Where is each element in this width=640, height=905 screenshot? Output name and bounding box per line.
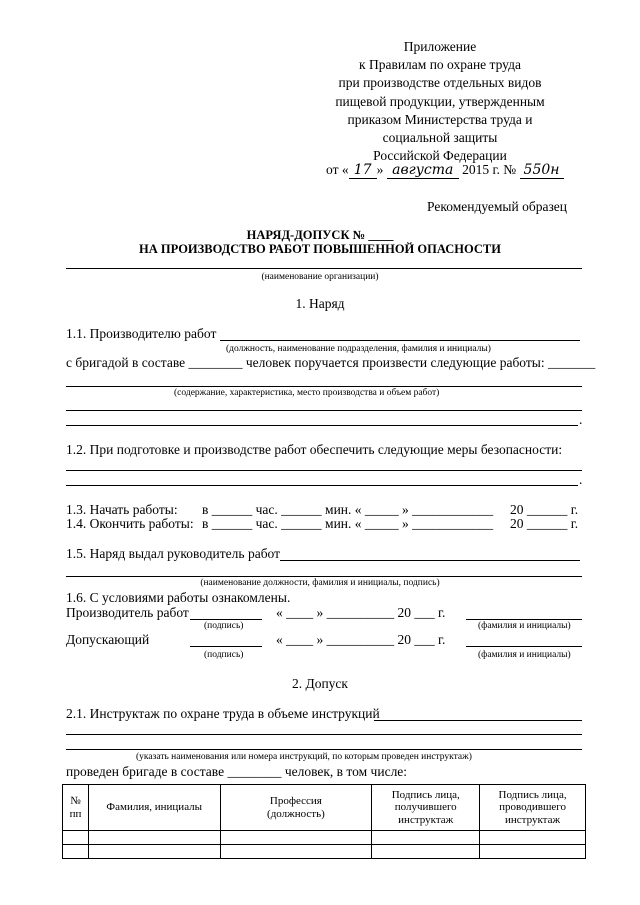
appendix-block (300, 38, 580, 165)
p1-4-label: 1.4. Окончить работы: (66, 516, 194, 531)
table-cell[interactable] (220, 831, 372, 845)
producer-name-caption: (фамилия и инициалы) (478, 621, 571, 631)
instr-line-1[interactable] (374, 720, 582, 721)
table-header-row (63, 785, 586, 831)
col-header-name: Фамилия, инициалы (88, 785, 220, 831)
instr-line-2[interactable] (66, 734, 582, 735)
instr-line-3[interactable] (66, 749, 582, 750)
p1-3-label: 1.3. Начать работы: (66, 502, 178, 517)
order-mid: » (376, 162, 384, 177)
table-cell[interactable] (372, 831, 480, 845)
safety-line-2[interactable] (66, 485, 578, 486)
recommended-sample: Рекомендуемый образец (427, 199, 568, 214)
admitting-name-caption: (фамилия и инициалы) (478, 650, 571, 660)
order-day: 17 (349, 162, 377, 179)
col-header-profession: Профессия (должность) (220, 785, 372, 831)
table-cell[interactable] (372, 845, 480, 859)
producer-signature-caption: (подпись) (204, 621, 244, 631)
appendix-line: приказом Министерства труда и (347, 111, 533, 127)
work-line-3[interactable] (66, 425, 578, 426)
table-cell[interactable] (88, 845, 220, 859)
appendix-line: к Правилам по охране труда (359, 57, 521, 73)
p1-5-caption: (наименование должности, фамилия и инициалы, подпись) (200, 578, 440, 588)
title-line-2: НА ПРОИЗВОДСТВО РАБОТ ПОВЫШЕННОЙ ОПАСНОСТИ (139, 242, 501, 256)
admitting-signature-caption: (подпись) (204, 650, 244, 660)
order-prefix: от « (326, 162, 349, 177)
producer-signature-line[interactable] (190, 619, 262, 620)
producer-name-line[interactable] (466, 619, 582, 620)
table-cell[interactable] (480, 845, 586, 859)
p1-2-label: 1.2. При подготовке и производстве работ обеспечить следующие меры безопасности: (66, 442, 563, 457)
p2-1-label: 2.1. Инструктаж по охране труда в объеме инструкций (66, 706, 380, 721)
order-month: августа (387, 162, 459, 179)
issuer-line-2[interactable] (66, 576, 582, 577)
appendix-line: Приложение (403, 39, 477, 54)
title-line-1: НАРЯД-ДОПУСК № ____ (246, 228, 394, 242)
start-year-field[interactable]: 20 ______ г. (510, 502, 579, 517)
end-time-fields[interactable]: в ______ час. ______ мин. « _____ » ____________ (202, 516, 494, 531)
work-line-1[interactable] (66, 386, 582, 387)
issuer-line-1[interactable] (280, 560, 580, 561)
order-year: 2015 г. № (462, 162, 517, 177)
table-cell[interactable] (63, 845, 89, 859)
order-number: 550н (520, 162, 564, 179)
safety-line-1[interactable] (66, 470, 582, 471)
appendix-line: пищевой продукции, утвержденным (335, 93, 545, 109)
work-end-dot: . (579, 412, 583, 427)
p1-1-caption: (должность, наименование подразделения, фамилия и инициалы) (226, 344, 491, 354)
order-line (326, 162, 564, 179)
col-header-received: Подпись лица, получившего инструктаж (372, 785, 480, 831)
work-caption: (содержание, характеристика, место производства и объем работ) (174, 388, 440, 398)
admitting-label: Допускающий (66, 632, 150, 647)
producer-field-line[interactable] (220, 340, 580, 341)
table-cell[interactable] (480, 831, 586, 845)
table-cell[interactable] (88, 831, 220, 845)
col-header-number: № пп (63, 785, 89, 831)
admitting-name-line[interactable] (466, 646, 582, 647)
section2-heading: 2. Допуск (292, 676, 348, 691)
appendix-line: при производстве отдельных видов (338, 75, 542, 91)
section1-heading: 1. Наряд (295, 296, 345, 311)
safety-end-dot: . (579, 472, 583, 487)
p1-1-label: 1.1. Производителю работ (66, 326, 217, 341)
org-caption: (наименование организации) (261, 272, 379, 282)
table-row (63, 845, 586, 859)
work-line-2[interactable] (66, 410, 582, 411)
table-row (63, 831, 586, 845)
p1-5-label: 1.5. Наряд выдал руководитель работ (66, 546, 281, 561)
start-time-fields[interactable]: в ______ час. ______ мин. « _____ » ____________ (202, 502, 494, 517)
producer-label: Производитель работ (66, 605, 189, 620)
admitting-date-fields[interactable]: « ____ » __________ 20 ___ г. (276, 632, 446, 647)
instr-caption: (указать наименования или номера инструкций, по которым проведен инструктаж) (136, 752, 472, 762)
admitting-signature-line[interactable] (190, 646, 262, 647)
org-name-line[interactable] (66, 268, 582, 269)
producer-date-fields[interactable]: « ____ » __________ 20 ___ г. (276, 605, 446, 620)
brigade-text: с бригадой в составе ________ человек поручается произвести следующие работы: _______ (66, 355, 596, 370)
table-cell[interactable] (63, 831, 89, 845)
col-header-conducted: Подпись лица, проводившего инструктаж (480, 785, 586, 831)
appendix-line: социальной защиты (382, 130, 498, 146)
brigade-text-2: проведен бригаде в составе ________ человек, в том числе: (66, 764, 408, 779)
appendix-line: Российской Федерации (373, 148, 507, 164)
end-year-field[interactable]: 20 ______ г. (510, 516, 579, 531)
briefing-table (62, 784, 586, 859)
p1-6-label: 1.6. С условиями работы ознакомлены. (66, 590, 291, 605)
table-cell[interactable] (220, 845, 372, 859)
